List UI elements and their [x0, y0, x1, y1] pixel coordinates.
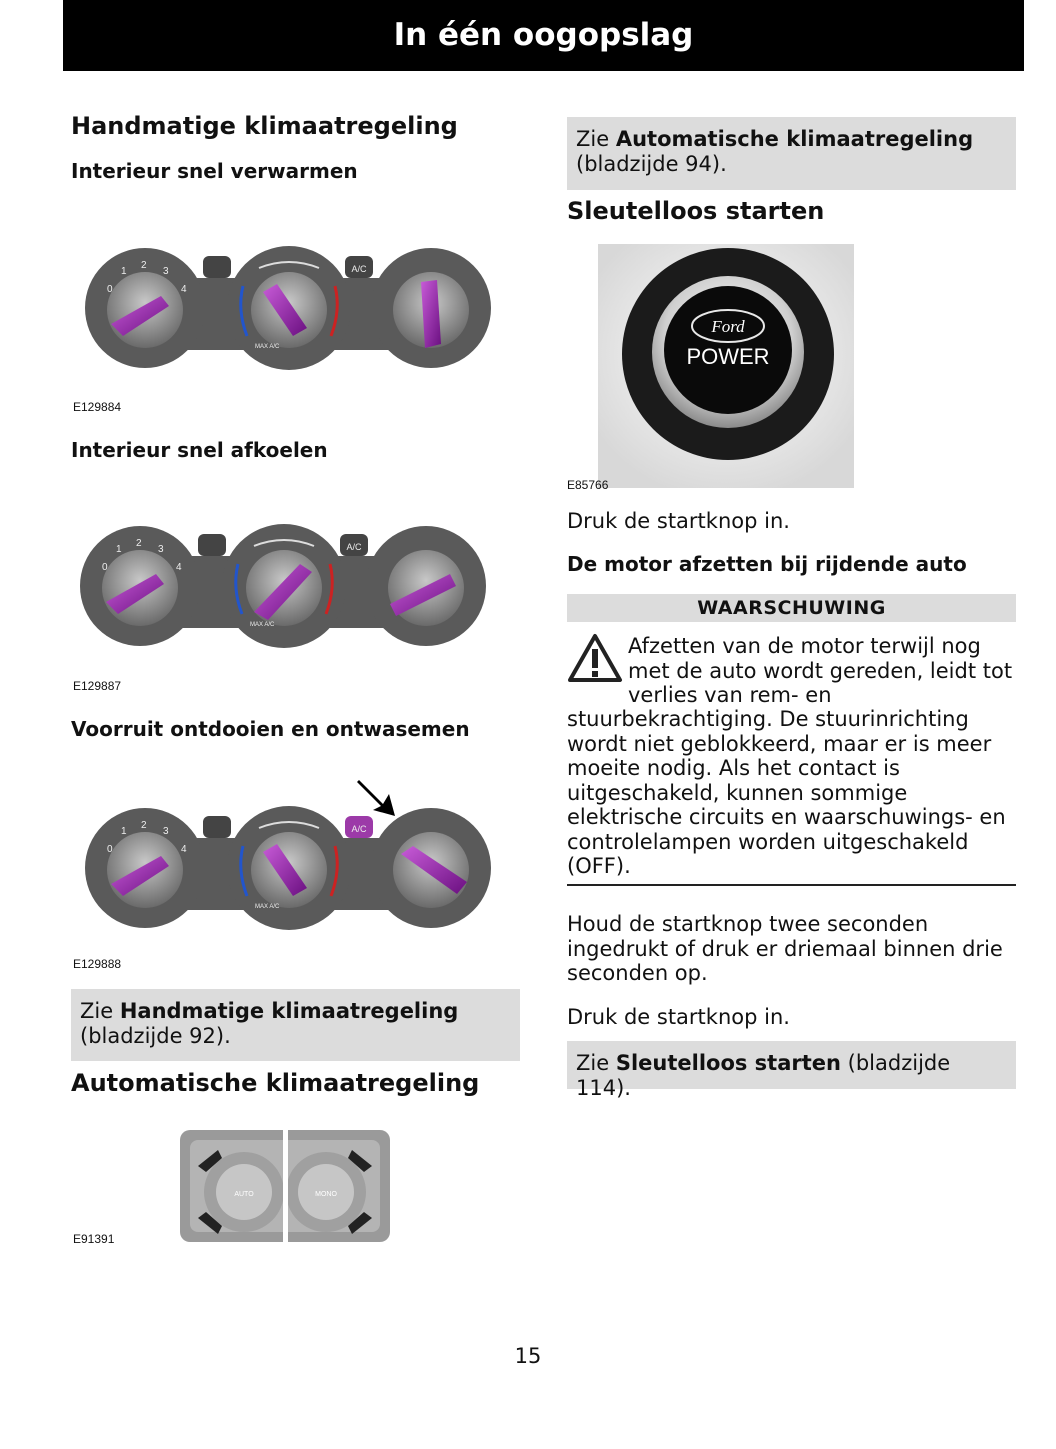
auto-label: AUTO — [234, 1191, 254, 1198]
paragraph-hold-start: Houd de startknop twee seconden ingedrukt of druk er driemaal binnen drie seconden op. — [567, 912, 1003, 985]
reference-box-manual: Zie Handmatige klimaatregeling (bladzijde 92). — [71, 989, 520, 1061]
max-ac-label: MAX A/C — [255, 904, 280, 910]
reference-link-manual[interactable]: Handmatige klimaatregeling — [119, 999, 459, 1023]
warning-divider — [567, 884, 1016, 886]
fan-label-0: 0 — [107, 844, 113, 855]
subheading-stop-while-driving: De motor afzetten bij rijdende auto — [567, 552, 967, 576]
ac-label: A/C — [351, 824, 367, 834]
reference-box-auto: Zie Automatische klimaatregeling (bladzijde 94). — [567, 117, 1016, 190]
fan-label-3: 3 — [158, 544, 164, 555]
fan-label-0: 0 — [107, 284, 113, 295]
warning-text-head: Afzetten van de motor terwijl nog met de auto wordt gereden, leidt tot verlies van rem- en — [628, 634, 1013, 707]
warning-text-body: stuurbekrachtiging. De stuurinrichting wordt niet geblokkeerd, maar er is meer moeite nodig. Als het contact is uitgeschakeld, kunnen sommige elektrische circuits en waarschuwings- en controlelampen worden uitgeschakeld (OFF). — [567, 707, 1006, 878]
fan-label-0: 0 — [102, 562, 108, 573]
mono-label: MONO — [315, 1191, 337, 1198]
fan-label-2: 2 — [141, 820, 147, 831]
pointer-arrow-icon — [357, 780, 395, 816]
fan-label-1: 1 — [116, 544, 122, 555]
manual-climate-panel-cool — [78, 518, 488, 650]
manual-climate-panel-defrost — [83, 776, 493, 932]
figure-id-3: E129888 — [73, 957, 122, 971]
subheading-quick-cool: Interieur snel afkoelen — [71, 438, 328, 462]
ac-label: A/C — [346, 542, 362, 552]
fan-label-2: 2 — [136, 538, 142, 549]
page-title: In één oogopslag — [393, 17, 694, 53]
subheading-quick-heat: Interieur snel verwarmen — [71, 159, 358, 183]
ford-logo: Ford — [711, 317, 745, 336]
fan-label-4: 4 — [176, 562, 182, 573]
reference-box-keyless: Zie Sleutelloos starten (bladzijde 114). — [567, 1041, 1016, 1089]
page-number: 15 — [514, 1344, 542, 1368]
fan-label-3: 3 — [163, 266, 169, 277]
reference-link-keyless[interactable]: Sleutelloos starten — [615, 1051, 841, 1075]
fan-label-1: 1 — [121, 826, 127, 837]
figure-id-5: E85766 — [567, 478, 609, 492]
auto-climate-panel — [178, 1126, 392, 1244]
manual-climate-panel-heat — [83, 240, 493, 372]
max-ac-label: MAX A/C — [250, 622, 275, 628]
page-header — [63, 0, 1024, 71]
max-ac-label: MAX A/C — [255, 344, 280, 350]
fan-label-3: 3 — [163, 826, 169, 837]
warning-bar — [567, 594, 1016, 622]
fan-label-2: 2 — [141, 260, 147, 271]
reference-link-auto[interactable]: Automatische klimaatregeling — [615, 127, 974, 151]
warning-triangle-icon — [567, 632, 623, 684]
figure-id-4: E91391 — [73, 1232, 115, 1246]
fan-label-1: 1 — [121, 266, 127, 277]
section-title-auto-climate: Automatische klimaatregeling — [71, 1069, 480, 1097]
section-title-manual-climate: Handmatige klimaatregeling — [71, 112, 458, 140]
warning-label: WAARSCHUWING — [697, 597, 886, 619]
paragraph-press-start-2: Druk de startknop in. — [567, 1005, 790, 1029]
section-title-keyless-start: Sleutelloos starten — [567, 197, 825, 225]
ac-label: A/C — [351, 264, 367, 274]
power-label: POWER — [686, 344, 770, 369]
power-button-image — [598, 244, 854, 488]
paragraph-press-start: Druk de startknop in. — [567, 509, 790, 533]
subheading-defrost: Voorruit ontdooien en ontwasemen — [71, 717, 470, 741]
figure-id-1: E129884 — [73, 400, 122, 414]
figure-id-2: E129887 — [73, 679, 122, 693]
fan-label-4: 4 — [181, 844, 187, 855]
fan-label-4: 4 — [181, 284, 187, 295]
